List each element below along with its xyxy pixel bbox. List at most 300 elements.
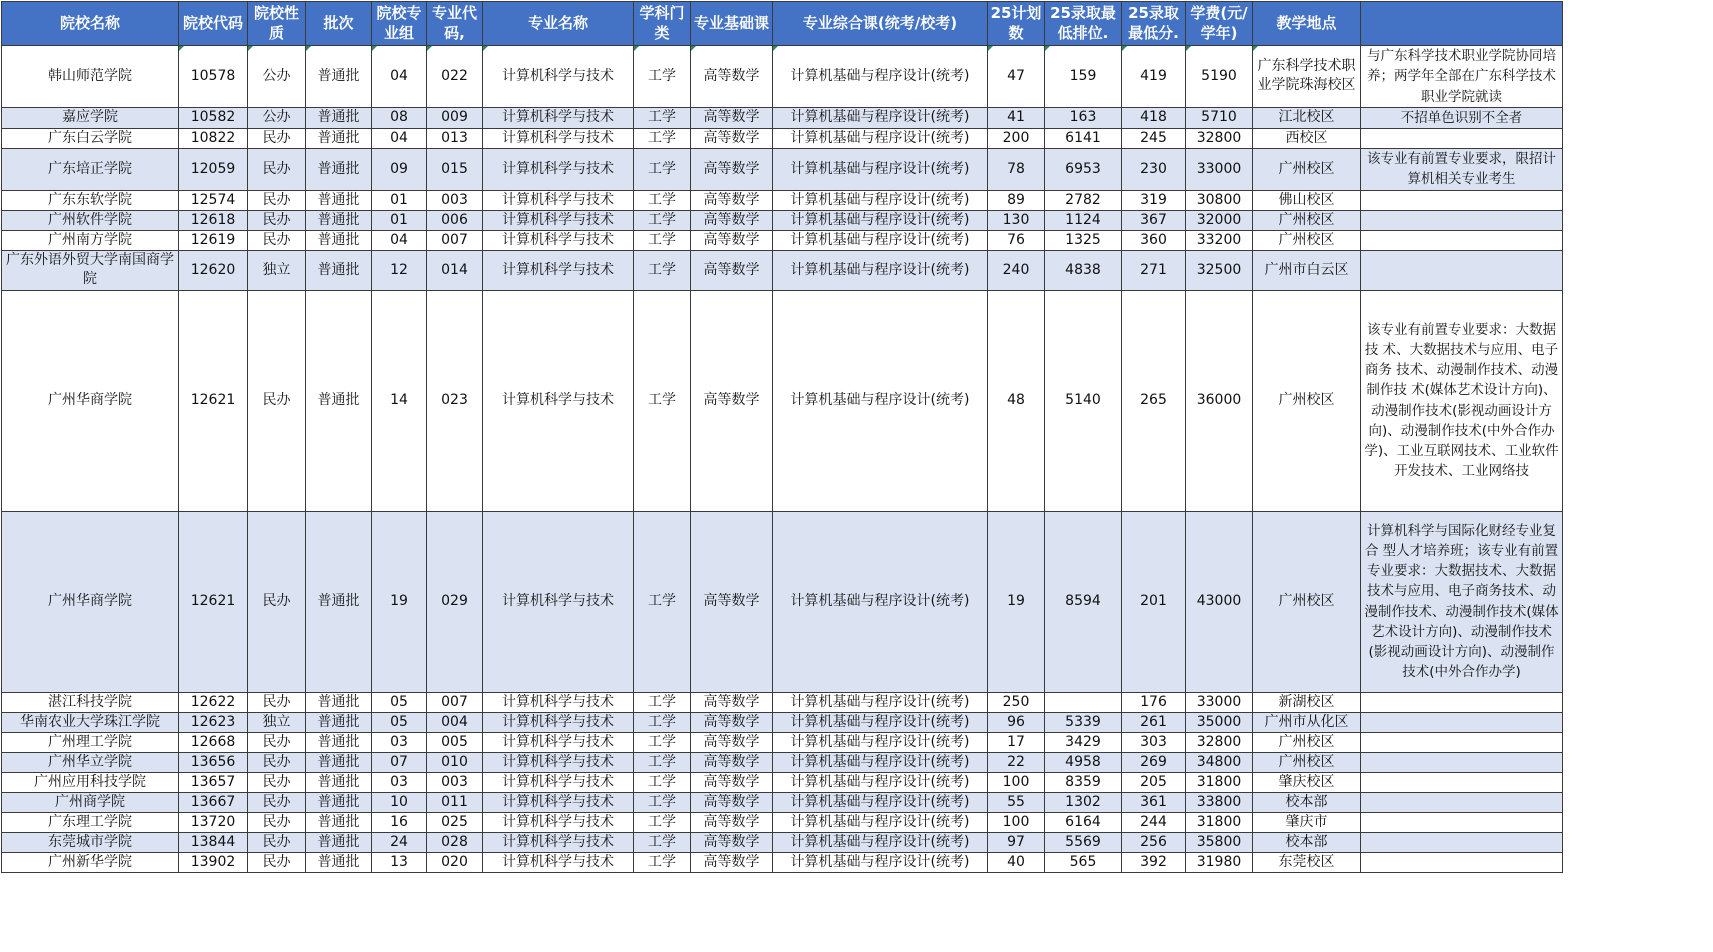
- table-cell[interactable]: 计算机科学与技术: [483, 732, 634, 752]
- header-cell[interactable]: 教学地点: [1253, 2, 1361, 46]
- table-cell[interactable]: 民办: [248, 852, 306, 872]
- table-cell[interactable]: 367: [1122, 210, 1186, 230]
- table-cell[interactable]: 10822: [179, 129, 248, 149]
- table-cell[interactable]: 3429: [1045, 732, 1122, 752]
- table-cell[interactable]: 418: [1122, 107, 1186, 128]
- table-cell[interactable]: 计算机科学与技术: [483, 129, 634, 149]
- table-cell[interactable]: 工学: [634, 46, 691, 108]
- table-cell[interactable]: 007: [427, 692, 483, 712]
- table-cell[interactable]: 04: [372, 129, 427, 149]
- table-cell[interactable]: 公办: [248, 107, 306, 128]
- table-cell[interactable]: 55: [988, 792, 1045, 812]
- table-cell[interactable]: 计算机科学与技术: [483, 692, 634, 712]
- table-cell[interactable]: 计算机科学与技术: [483, 511, 634, 692]
- table-cell[interactable]: 民办: [248, 772, 306, 792]
- table-cell[interactable]: 13844: [179, 832, 248, 852]
- table-cell[interactable]: 计算机基础与程序设计(统考): [773, 712, 988, 732]
- table-cell[interactable]: 04: [372, 46, 427, 108]
- table-cell[interactable]: 13656: [179, 752, 248, 772]
- table-cell[interactable]: 工学: [634, 107, 691, 128]
- table-cell[interactable]: 30800: [1186, 190, 1253, 210]
- table-cell[interactable]: 计算机科学与技术: [483, 752, 634, 772]
- table-cell[interactable]: 广州校区: [1253, 149, 1361, 191]
- note-cell[interactable]: [1361, 712, 1563, 732]
- note-cell[interactable]: 该专业有前置专业要求，限招计算机相关专业考生: [1361, 149, 1563, 191]
- table-cell[interactable]: 97: [988, 832, 1045, 852]
- table-cell[interactable]: 广东理工学院: [2, 812, 179, 832]
- table-cell[interactable]: 31800: [1186, 812, 1253, 832]
- table-cell[interactable]: 34800: [1186, 752, 1253, 772]
- table-cell[interactable]: 工学: [634, 752, 691, 772]
- table-cell[interactable]: 35800: [1186, 832, 1253, 852]
- table-cell[interactable]: 校本部: [1253, 832, 1361, 852]
- note-cell[interactable]: [1361, 752, 1563, 772]
- table-cell[interactable]: 007: [427, 230, 483, 250]
- table-cell[interactable]: 13720: [179, 812, 248, 832]
- table-cell[interactable]: 100: [988, 772, 1045, 792]
- table-cell[interactable]: 028: [427, 832, 483, 852]
- table-cell[interactable]: 12621: [179, 290, 248, 511]
- table-cell[interactable]: 13657: [179, 772, 248, 792]
- table-cell[interactable]: 48: [988, 290, 1045, 511]
- table-cell[interactable]: 民办: [248, 190, 306, 210]
- table-cell[interactable]: 高等数学: [691, 692, 773, 712]
- table-cell[interactable]: 高等数学: [691, 107, 773, 128]
- table-cell[interactable]: 计算机基础与程序设计(统考): [773, 732, 988, 752]
- table-cell[interactable]: 05: [372, 692, 427, 712]
- table-cell[interactable]: 19: [988, 511, 1045, 692]
- table-cell[interactable]: 普通批: [306, 129, 372, 149]
- table-cell[interactable]: 计算机科学与技术: [483, 792, 634, 812]
- header-cell[interactable]: 学科门类: [634, 2, 691, 46]
- table-cell[interactable]: 003: [427, 190, 483, 210]
- table-cell[interactable]: 普通批: [306, 46, 372, 108]
- table-cell[interactable]: 计算机科学与技术: [483, 149, 634, 191]
- table-cell[interactable]: 361: [1122, 792, 1186, 812]
- table-cell[interactable]: 华南农业大学珠江学院: [2, 712, 179, 732]
- table-cell[interactable]: 普通批: [306, 210, 372, 230]
- table-cell[interactable]: 36000: [1186, 290, 1253, 511]
- table-cell[interactable]: 江北校区: [1253, 107, 1361, 128]
- table-cell[interactable]: 高等数学: [691, 732, 773, 752]
- table-cell[interactable]: 43000: [1186, 511, 1253, 692]
- table-cell[interactable]: 020: [427, 852, 483, 872]
- table-cell[interactable]: 029: [427, 511, 483, 692]
- table-cell[interactable]: 普通批: [306, 852, 372, 872]
- table-cell[interactable]: 269: [1122, 752, 1186, 772]
- note-cell[interactable]: 该专业有前置专业要求：大数据技 术、大数据技术与应用、电子商务 技术、动漫制作技术、动漫制作技 术(媒体艺术设计方向)、动漫制作技术(影视动画设计方向)、动漫制作技术(中外合作办学)、工业互联网技术、工业软件开发技术、工业网络技: [1361, 290, 1563, 511]
- table-cell[interactable]: 245: [1122, 129, 1186, 149]
- table-cell[interactable]: 普通批: [306, 692, 372, 712]
- table-cell[interactable]: 民办: [248, 149, 306, 191]
- table-cell[interactable]: 24: [372, 832, 427, 852]
- table-cell[interactable]: 计算机科学与技术: [483, 772, 634, 792]
- table-cell[interactable]: 计算机基础与程序设计(统考): [773, 772, 988, 792]
- table-cell[interactable]: 独立: [248, 250, 306, 290]
- table-cell[interactable]: 022: [427, 46, 483, 108]
- table-cell[interactable]: 32000: [1186, 210, 1253, 230]
- table-cell[interactable]: 176: [1122, 692, 1186, 712]
- table-cell[interactable]: 工学: [634, 852, 691, 872]
- table-cell[interactable]: 民办: [248, 832, 306, 852]
- table-cell[interactable]: 计算机基础与程序设计(统考): [773, 812, 988, 832]
- table-cell[interactable]: 广州软件学院: [2, 210, 179, 230]
- table-cell[interactable]: 高等数学: [691, 511, 773, 692]
- table-cell[interactable]: 09: [372, 149, 427, 191]
- table-cell[interactable]: 民办: [248, 129, 306, 149]
- note-cell[interactable]: [1361, 772, 1563, 792]
- table-cell[interactable]: 高等数学: [691, 129, 773, 149]
- table-cell[interactable]: 023: [427, 290, 483, 511]
- table-cell[interactable]: 计算机基础与程序设计(统考): [773, 46, 988, 108]
- table-cell[interactable]: 民办: [248, 752, 306, 772]
- table-cell[interactable]: 广州校区: [1253, 732, 1361, 752]
- table-cell[interactable]: 47: [988, 46, 1045, 108]
- table-cell[interactable]: 12620: [179, 250, 248, 290]
- table-cell[interactable]: 33000: [1186, 692, 1253, 712]
- table-cell[interactable]: 12574: [179, 190, 248, 210]
- table-cell[interactable]: 35000: [1186, 712, 1253, 732]
- table-cell[interactable]: 普通批: [306, 752, 372, 772]
- table-cell[interactable]: 014: [427, 250, 483, 290]
- table-cell[interactable]: 计算机科学与技术: [483, 107, 634, 128]
- table-cell[interactable]: 高等数学: [691, 752, 773, 772]
- note-cell[interactable]: [1361, 210, 1563, 230]
- note-cell[interactable]: [1361, 692, 1563, 712]
- table-cell[interactable]: 高等数学: [691, 852, 773, 872]
- table-cell[interactable]: 民办: [248, 812, 306, 832]
- table-cell[interactable]: 565: [1045, 852, 1122, 872]
- header-cell[interactable]: 25录取最低排位.: [1045, 2, 1122, 46]
- header-cell[interactable]: [1361, 2, 1563, 46]
- table-cell[interactable]: 普通批: [306, 511, 372, 692]
- header-cell[interactable]: 专业综合课(统考/校考): [773, 2, 988, 46]
- table-cell[interactable]: 普通批: [306, 107, 372, 128]
- table-cell[interactable]: 12623: [179, 712, 248, 732]
- table-cell[interactable]: 12618: [179, 210, 248, 230]
- table-cell[interactable]: 普通批: [306, 190, 372, 210]
- table-cell[interactable]: 高等数学: [691, 149, 773, 191]
- table-cell[interactable]: 159: [1045, 46, 1122, 108]
- note-cell[interactable]: [1361, 190, 1563, 210]
- table-cell[interactable]: 广东外语外贸大学南国商学院: [2, 250, 179, 290]
- table-cell[interactable]: 普通批: [306, 792, 372, 812]
- table-cell[interactable]: 33800: [1186, 792, 1253, 812]
- table-cell[interactable]: 17: [988, 732, 1045, 752]
- table-cell[interactable]: 14: [372, 290, 427, 511]
- table-cell[interactable]: 40: [988, 852, 1045, 872]
- table-cell[interactable]: 广东白云学院: [2, 129, 179, 149]
- table-cell[interactable]: 011: [427, 792, 483, 812]
- header-cell[interactable]: 院校名称: [2, 2, 179, 46]
- table-cell[interactable]: 13: [372, 852, 427, 872]
- table-cell[interactable]: 200: [988, 129, 1045, 149]
- note-cell[interactable]: [1361, 230, 1563, 250]
- table-cell[interactable]: 392: [1122, 852, 1186, 872]
- table-cell[interactable]: 工学: [634, 812, 691, 832]
- note-cell[interactable]: [1361, 832, 1563, 852]
- table-cell[interactable]: 计算机科学与技术: [483, 832, 634, 852]
- table-cell[interactable]: 12619: [179, 230, 248, 250]
- table-cell[interactable]: 广州校区: [1253, 230, 1361, 250]
- table-cell[interactable]: 2782: [1045, 190, 1122, 210]
- table-cell[interactable]: 271: [1122, 250, 1186, 290]
- table-cell[interactable]: 高等数学: [691, 712, 773, 732]
- header-cell[interactable]: 25录取最低分.: [1122, 2, 1186, 46]
- table-cell[interactable]: 工学: [634, 190, 691, 210]
- note-cell[interactable]: [1361, 792, 1563, 812]
- table-cell[interactable]: 广州校区: [1253, 290, 1361, 511]
- table-cell[interactable]: 1124: [1045, 210, 1122, 230]
- table-cell[interactable]: 计算机基础与程序设计(统考): [773, 210, 988, 230]
- note-cell[interactable]: 不招单色识别不全者: [1361, 107, 1563, 128]
- table-cell[interactable]: 广州商学院: [2, 792, 179, 812]
- table-cell[interactable]: 13667: [179, 792, 248, 812]
- table-cell[interactable]: 工学: [634, 692, 691, 712]
- table-cell[interactable]: 006: [427, 210, 483, 230]
- table-cell[interactable]: 计算机基础与程序设计(统考): [773, 692, 988, 712]
- table-cell[interactable]: 计算机科学与技术: [483, 250, 634, 290]
- header-cell[interactable]: 25计划数: [988, 2, 1045, 46]
- table-cell[interactable]: 100: [988, 812, 1045, 832]
- table-cell[interactable]: 工学: [634, 290, 691, 511]
- table-cell[interactable]: 31800: [1186, 772, 1253, 792]
- table-cell[interactable]: 工学: [634, 210, 691, 230]
- table-cell[interactable]: 佛山校区: [1253, 190, 1361, 210]
- table-cell[interactable]: 19: [372, 511, 427, 692]
- table-cell[interactable]: 5190: [1186, 46, 1253, 108]
- table-cell[interactable]: 303: [1122, 732, 1186, 752]
- header-cell[interactable]: 学费(元/学年): [1186, 2, 1253, 46]
- table-cell[interactable]: 5569: [1045, 832, 1122, 852]
- table-cell[interactable]: 013: [427, 129, 483, 149]
- table-cell[interactable]: 工学: [634, 732, 691, 752]
- note-cell[interactable]: [1361, 812, 1563, 832]
- note-cell[interactable]: [1361, 250, 1563, 290]
- table-cell[interactable]: 265: [1122, 290, 1186, 511]
- table-cell[interactable]: 普通批: [306, 230, 372, 250]
- table-cell[interactable]: 13902: [179, 852, 248, 872]
- note-cell[interactable]: [1361, 129, 1563, 149]
- table-cell[interactable]: 22: [988, 752, 1045, 772]
- table-cell[interactable]: 新湖校区: [1253, 692, 1361, 712]
- table-cell[interactable]: 07: [372, 752, 427, 772]
- table-cell[interactable]: 33200: [1186, 230, 1253, 250]
- table-cell[interactable]: 计算机基础与程序设计(统考): [773, 852, 988, 872]
- table-cell[interactable]: 08: [372, 107, 427, 128]
- table-cell[interactable]: 16: [372, 812, 427, 832]
- table-cell[interactable]: 01: [372, 190, 427, 210]
- table-cell[interactable]: 4958: [1045, 752, 1122, 772]
- table-cell[interactable]: 民办: [248, 732, 306, 752]
- table-cell[interactable]: 04: [372, 230, 427, 250]
- table-cell[interactable]: 普通批: [306, 250, 372, 290]
- table-cell[interactable]: 计算机基础与程序设计(统考): [773, 792, 988, 812]
- table-cell[interactable]: 76: [988, 230, 1045, 250]
- table-cell[interactable]: 10582: [179, 107, 248, 128]
- table-cell[interactable]: 33000: [1186, 149, 1253, 191]
- table-cell[interactable]: 广州应用科技学院: [2, 772, 179, 792]
- table-cell[interactable]: 高等数学: [691, 792, 773, 812]
- table-cell[interactable]: 高等数学: [691, 230, 773, 250]
- table-cell[interactable]: 03: [372, 772, 427, 792]
- table-cell[interactable]: 256: [1122, 832, 1186, 852]
- table-cell[interactable]: 民办: [248, 230, 306, 250]
- table-cell[interactable]: 西校区: [1253, 129, 1361, 149]
- table-cell[interactable]: 广州市从化区: [1253, 712, 1361, 732]
- table-cell[interactable]: 12621: [179, 511, 248, 692]
- table-cell[interactable]: 广州市白云区: [1253, 250, 1361, 290]
- note-cell[interactable]: 与广东科学技术职业学院协同培养；两学年全部在广东科学技术职业学院就读: [1361, 46, 1563, 108]
- table-cell[interactable]: 高等数学: [691, 250, 773, 290]
- table-cell[interactable]: 025: [427, 812, 483, 832]
- table-cell[interactable]: 嘉应学院: [2, 107, 179, 128]
- table-cell[interactable]: 广东培正学院: [2, 149, 179, 191]
- table-cell[interactable]: 4838: [1045, 250, 1122, 290]
- table-cell[interactable]: 计算机基础与程序设计(统考): [773, 290, 988, 511]
- header-cell[interactable]: 院校专业组: [372, 2, 427, 46]
- table-cell[interactable]: 广州校区: [1253, 511, 1361, 692]
- table-cell[interactable]: 计算机科学与技术: [483, 812, 634, 832]
- table-cell[interactable]: 工学: [634, 832, 691, 852]
- table-cell[interactable]: 工学: [634, 129, 691, 149]
- table-cell[interactable]: 250: [988, 692, 1045, 712]
- header-cell[interactable]: 专业基础课: [691, 2, 773, 46]
- table-cell[interactable]: 肇庆市: [1253, 812, 1361, 832]
- table-cell[interactable]: 普通批: [306, 712, 372, 732]
- header-cell[interactable]: 院校代码: [179, 2, 248, 46]
- table-cell[interactable]: 5710: [1186, 107, 1253, 128]
- table-cell[interactable]: 01: [372, 210, 427, 230]
- table-cell[interactable]: 计算机科学与技术: [483, 230, 634, 250]
- table-cell[interactable]: 计算机基础与程序设计(统考): [773, 832, 988, 852]
- table-cell[interactable]: 普通批: [306, 732, 372, 752]
- table-cell[interactable]: 12622: [179, 692, 248, 712]
- table-cell[interactable]: 广州南方学院: [2, 230, 179, 250]
- table-cell[interactable]: 计算机基础与程序设计(统考): [773, 107, 988, 128]
- table-cell[interactable]: 普通批: [306, 290, 372, 511]
- table-cell[interactable]: 普通批: [306, 832, 372, 852]
- table-cell[interactable]: 计算机基础与程序设计(统考): [773, 230, 988, 250]
- table-cell[interactable]: 高等数学: [691, 46, 773, 108]
- table-cell[interactable]: 78: [988, 149, 1045, 191]
- table-cell[interactable]: 03: [372, 732, 427, 752]
- table-cell[interactable]: 10: [372, 792, 427, 812]
- table-cell[interactable]: 015: [427, 149, 483, 191]
- table-cell[interactable]: 32800: [1186, 129, 1253, 149]
- table-cell[interactable]: 计算机基础与程序设计(统考): [773, 752, 988, 772]
- table-cell[interactable]: 工学: [634, 712, 691, 732]
- table-cell[interactable]: 计算机科学与技术: [483, 852, 634, 872]
- table-cell[interactable]: 5140: [1045, 290, 1122, 511]
- table-cell[interactable]: 计算机科学与技术: [483, 712, 634, 732]
- table-cell[interactable]: 130: [988, 210, 1045, 230]
- table-cell[interactable]: 计算机基础与程序设计(统考): [773, 149, 988, 191]
- table-cell[interactable]: 319: [1122, 190, 1186, 210]
- table-cell[interactable]: 230: [1122, 149, 1186, 191]
- table-cell[interactable]: 009: [427, 107, 483, 128]
- table-cell[interactable]: 高等数学: [691, 812, 773, 832]
- table-cell[interactable]: 计算机科学与技术: [483, 190, 634, 210]
- table-cell[interactable]: 工学: [634, 250, 691, 290]
- table-cell[interactable]: 计算机科学与技术: [483, 46, 634, 108]
- table-cell[interactable]: 广东东软学院: [2, 190, 179, 210]
- table-cell[interactable]: 201: [1122, 511, 1186, 692]
- table-cell[interactable]: 31980: [1186, 852, 1253, 872]
- table-cell[interactable]: 肇庆校区: [1253, 772, 1361, 792]
- table-cell[interactable]: 10578: [179, 46, 248, 108]
- table-cell[interactable]: 05: [372, 712, 427, 732]
- table-cell[interactable]: 8359: [1045, 772, 1122, 792]
- table-cell[interactable]: 1325: [1045, 230, 1122, 250]
- note-cell[interactable]: [1361, 732, 1563, 752]
- table-cell[interactable]: 广州新华学院: [2, 852, 179, 872]
- table-cell[interactable]: 003: [427, 772, 483, 792]
- table-cell[interactable]: 5339: [1045, 712, 1122, 732]
- table-cell[interactable]: 广州校区: [1253, 752, 1361, 772]
- header-cell[interactable]: 专业名称: [483, 2, 634, 46]
- table-cell[interactable]: 010: [427, 752, 483, 772]
- table-cell[interactable]: 工学: [634, 792, 691, 812]
- table-cell[interactable]: 004: [427, 712, 483, 732]
- table-cell[interactable]: 计算机基础与程序设计(统考): [773, 511, 988, 692]
- table-cell[interactable]: 广州理工学院: [2, 732, 179, 752]
- table-cell[interactable]: 1302: [1045, 792, 1122, 812]
- table-cell[interactable]: 普通批: [306, 149, 372, 191]
- table-cell[interactable]: 205: [1122, 772, 1186, 792]
- table-cell[interactable]: 东莞校区: [1253, 852, 1361, 872]
- note-cell[interactable]: [1361, 852, 1563, 872]
- table-cell[interactable]: 高等数学: [691, 210, 773, 230]
- table-cell[interactable]: 96: [988, 712, 1045, 732]
- table-cell[interactable]: 工学: [634, 772, 691, 792]
- table-cell[interactable]: 计算机科学与技术: [483, 210, 634, 230]
- table-cell[interactable]: 广东科学技术职业学院珠海校区: [1253, 46, 1361, 108]
- table-cell[interactable]: 6164: [1045, 812, 1122, 832]
- table-cell[interactable]: 民办: [248, 290, 306, 511]
- table-cell[interactable]: 6141: [1045, 129, 1122, 149]
- table-cell[interactable]: 民办: [248, 210, 306, 230]
- table-cell[interactable]: 韩山师范学院: [2, 46, 179, 108]
- table-cell[interactable]: 工学: [634, 149, 691, 191]
- table-cell[interactable]: 民办: [248, 792, 306, 812]
- table-cell[interactable]: 6953: [1045, 149, 1122, 191]
- table-cell[interactable]: 005: [427, 732, 483, 752]
- table-cell[interactable]: 工学: [634, 511, 691, 692]
- header-cell[interactable]: 批次: [306, 2, 372, 46]
- table-cell[interactable]: 普通批: [306, 772, 372, 792]
- table-cell[interactable]: 244: [1122, 812, 1186, 832]
- table-cell[interactable]: 32500: [1186, 250, 1253, 290]
- table-cell[interactable]: 东莞城市学院: [2, 832, 179, 852]
- table-cell[interactable]: 419: [1122, 46, 1186, 108]
- table-cell[interactable]: 校本部: [1253, 792, 1361, 812]
- header-cell[interactable]: 专业代码,: [427, 2, 483, 46]
- table-cell[interactable]: 计算机基础与程序设计(统考): [773, 129, 988, 149]
- table-cell[interactable]: 12: [372, 250, 427, 290]
- table-cell[interactable]: 广州校区: [1253, 210, 1361, 230]
- table-cell[interactable]: 广州华立学院: [2, 752, 179, 772]
- table-cell[interactable]: 民办: [248, 511, 306, 692]
- table-cell[interactable]: 12668: [179, 732, 248, 752]
- table-cell[interactable]: 240: [988, 250, 1045, 290]
- table-cell[interactable]: 普通批: [306, 812, 372, 832]
- table-cell[interactable]: 计算机基础与程序设计(统考): [773, 250, 988, 290]
- table-cell[interactable]: 360: [1122, 230, 1186, 250]
- table-cell[interactable]: 独立: [248, 712, 306, 732]
- note-cell[interactable]: 计算机科学与国际化财经专业复合 型人才培养班；该专业有前置专业要求：大数据技术、大数据技术与应用、电子商务技术、动漫制作技术、动漫制作技术(媒体艺术设计方向)、动漫制作技术(影视动画设计方向)、动漫制作技术(中外合作办学): [1361, 511, 1563, 692]
- table-cell[interactable]: 163: [1045, 107, 1122, 128]
